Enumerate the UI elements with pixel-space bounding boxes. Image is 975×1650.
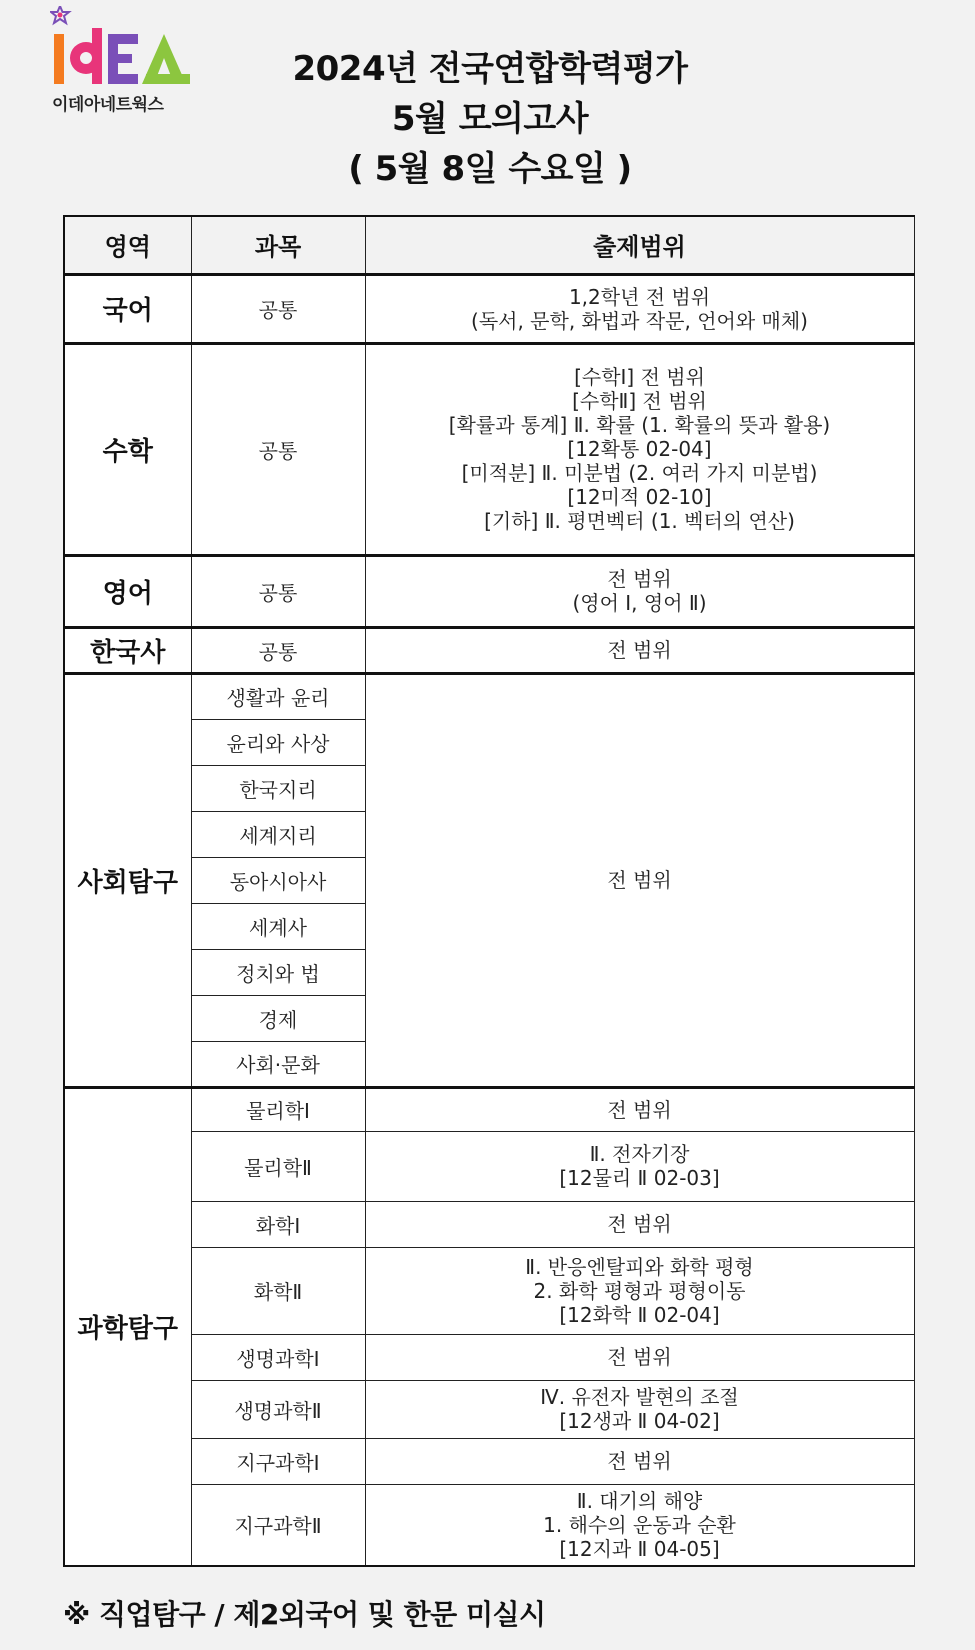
- subject-social: 윤리와 사상: [191, 719, 365, 765]
- area-history: 한국사: [64, 627, 191, 673]
- subject-social: 경제: [191, 995, 365, 1041]
- logo-company-name: 이데아네트웍스: [52, 95, 164, 115]
- range-history: 전 범위: [365, 627, 914, 673]
- table-row-english: [64, 555, 914, 627]
- subject-english: 공통: [191, 555, 365, 627]
- title-exam-date: ( 5월 8일 수요일 ): [348, 149, 632, 189]
- subject-social: 동아시아사: [191, 857, 365, 903]
- subject-science: 화학Ⅰ: [191, 1201, 365, 1247]
- subject-math: 공통: [191, 343, 365, 555]
- footnote: ※ 직업탐구 / 제2외국어 및 한문 미실시: [63, 1598, 546, 1631]
- page-title: [230, 44, 750, 194]
- table-row-math: [64, 343, 914, 555]
- subject-korean: 공통: [191, 274, 365, 343]
- table-row-science: [64, 1334, 914, 1380]
- area-english: 영어: [64, 555, 191, 627]
- table-row-science: [64, 1484, 914, 1566]
- header-area: 영역: [64, 216, 191, 274]
- range-science: Ⅱ. 전자기장 [12물리 Ⅱ 02-03]: [365, 1131, 914, 1201]
- exam-scope-table: [63, 215, 915, 1567]
- table-header-row: [64, 216, 914, 274]
- range-science: Ⅱ. 대기의 해양 1. 해수의 운동과 순환 [12지과 Ⅱ 04-05]: [365, 1484, 914, 1566]
- range-science: 전 범위: [365, 1201, 914, 1247]
- subject-science: 지구과학Ⅱ: [191, 1484, 365, 1566]
- header-subject: 과목: [191, 216, 365, 274]
- table-row-social: [64, 673, 914, 719]
- range-science: Ⅳ. 유전자 발현의 조절 [12생과 Ⅱ 04-02]: [365, 1380, 914, 1438]
- subject-science: 물리학Ⅰ: [191, 1087, 365, 1131]
- range-science: Ⅱ. 반응엔탈피와 화학 평형 2. 화학 평형과 평형이동 [12화학 Ⅱ 02-04]: [365, 1247, 914, 1334]
- table-row-korean: [64, 274, 914, 343]
- table-row-science: [64, 1438, 914, 1484]
- subject-science: 생명과학Ⅱ: [191, 1380, 365, 1438]
- range-science: 전 범위: [365, 1087, 914, 1131]
- table-row-science: [64, 1247, 914, 1334]
- subject-science: 지구과학Ⅰ: [191, 1438, 365, 1484]
- table-row-science: [64, 1380, 914, 1438]
- idea-logo-mark: [50, 6, 200, 101]
- subject-social: 세계사: [191, 903, 365, 949]
- subject-social: 생활과 윤리: [191, 673, 365, 719]
- area-science: 과학탐구: [64, 1087, 191, 1566]
- range-korean: 1,2학년 전 범위 (독서, 문학, 화법과 작문, 언어와 매체): [365, 274, 914, 343]
- table-row-science: [64, 1201, 914, 1247]
- header-range: 출제범위: [365, 216, 914, 274]
- subject-social: 한국지리: [191, 765, 365, 811]
- range-english: 전 범위 (영어 Ⅰ, 영어 Ⅱ): [365, 555, 914, 627]
- table-row-history: [64, 627, 914, 673]
- subject-social: 세계지리: [191, 811, 365, 857]
- range-math: [수학Ⅰ] 전 범위 [수학Ⅱ] 전 범위 [확률과 통계] Ⅱ. 확률 (1. 확률의 뜻과 활용) [12확통 02-04] [미적분] Ⅱ. 미분법 (2. 여러 가지 미분법) [12미적 02-10] [기하] Ⅱ. 평면벡터 (1. 벡터의 연산): [365, 343, 914, 555]
- title-exam-type: 5월 모의고사: [391, 99, 589, 139]
- subject-social: 사회·문화: [191, 1041, 365, 1087]
- table-row-science: [64, 1087, 914, 1131]
- title-exam-name: 2024년 전국연합학력평가: [292, 49, 688, 89]
- subject-science: 화학Ⅱ: [191, 1247, 365, 1334]
- range-social: 전 범위: [365, 673, 914, 1087]
- area-korean: 국어: [64, 274, 191, 343]
- range-science: 전 범위: [365, 1334, 914, 1380]
- subject-history: 공통: [191, 627, 365, 673]
- range-science: 전 범위: [365, 1438, 914, 1484]
- table-row-science: [64, 1131, 914, 1201]
- subject-science: 생명과학Ⅰ: [191, 1334, 365, 1380]
- area-social: 사회탐구: [64, 673, 191, 1087]
- area-math: 수학: [64, 343, 191, 555]
- subject-science: 물리학Ⅱ: [191, 1131, 365, 1201]
- subject-social: 정치와 법: [191, 949, 365, 995]
